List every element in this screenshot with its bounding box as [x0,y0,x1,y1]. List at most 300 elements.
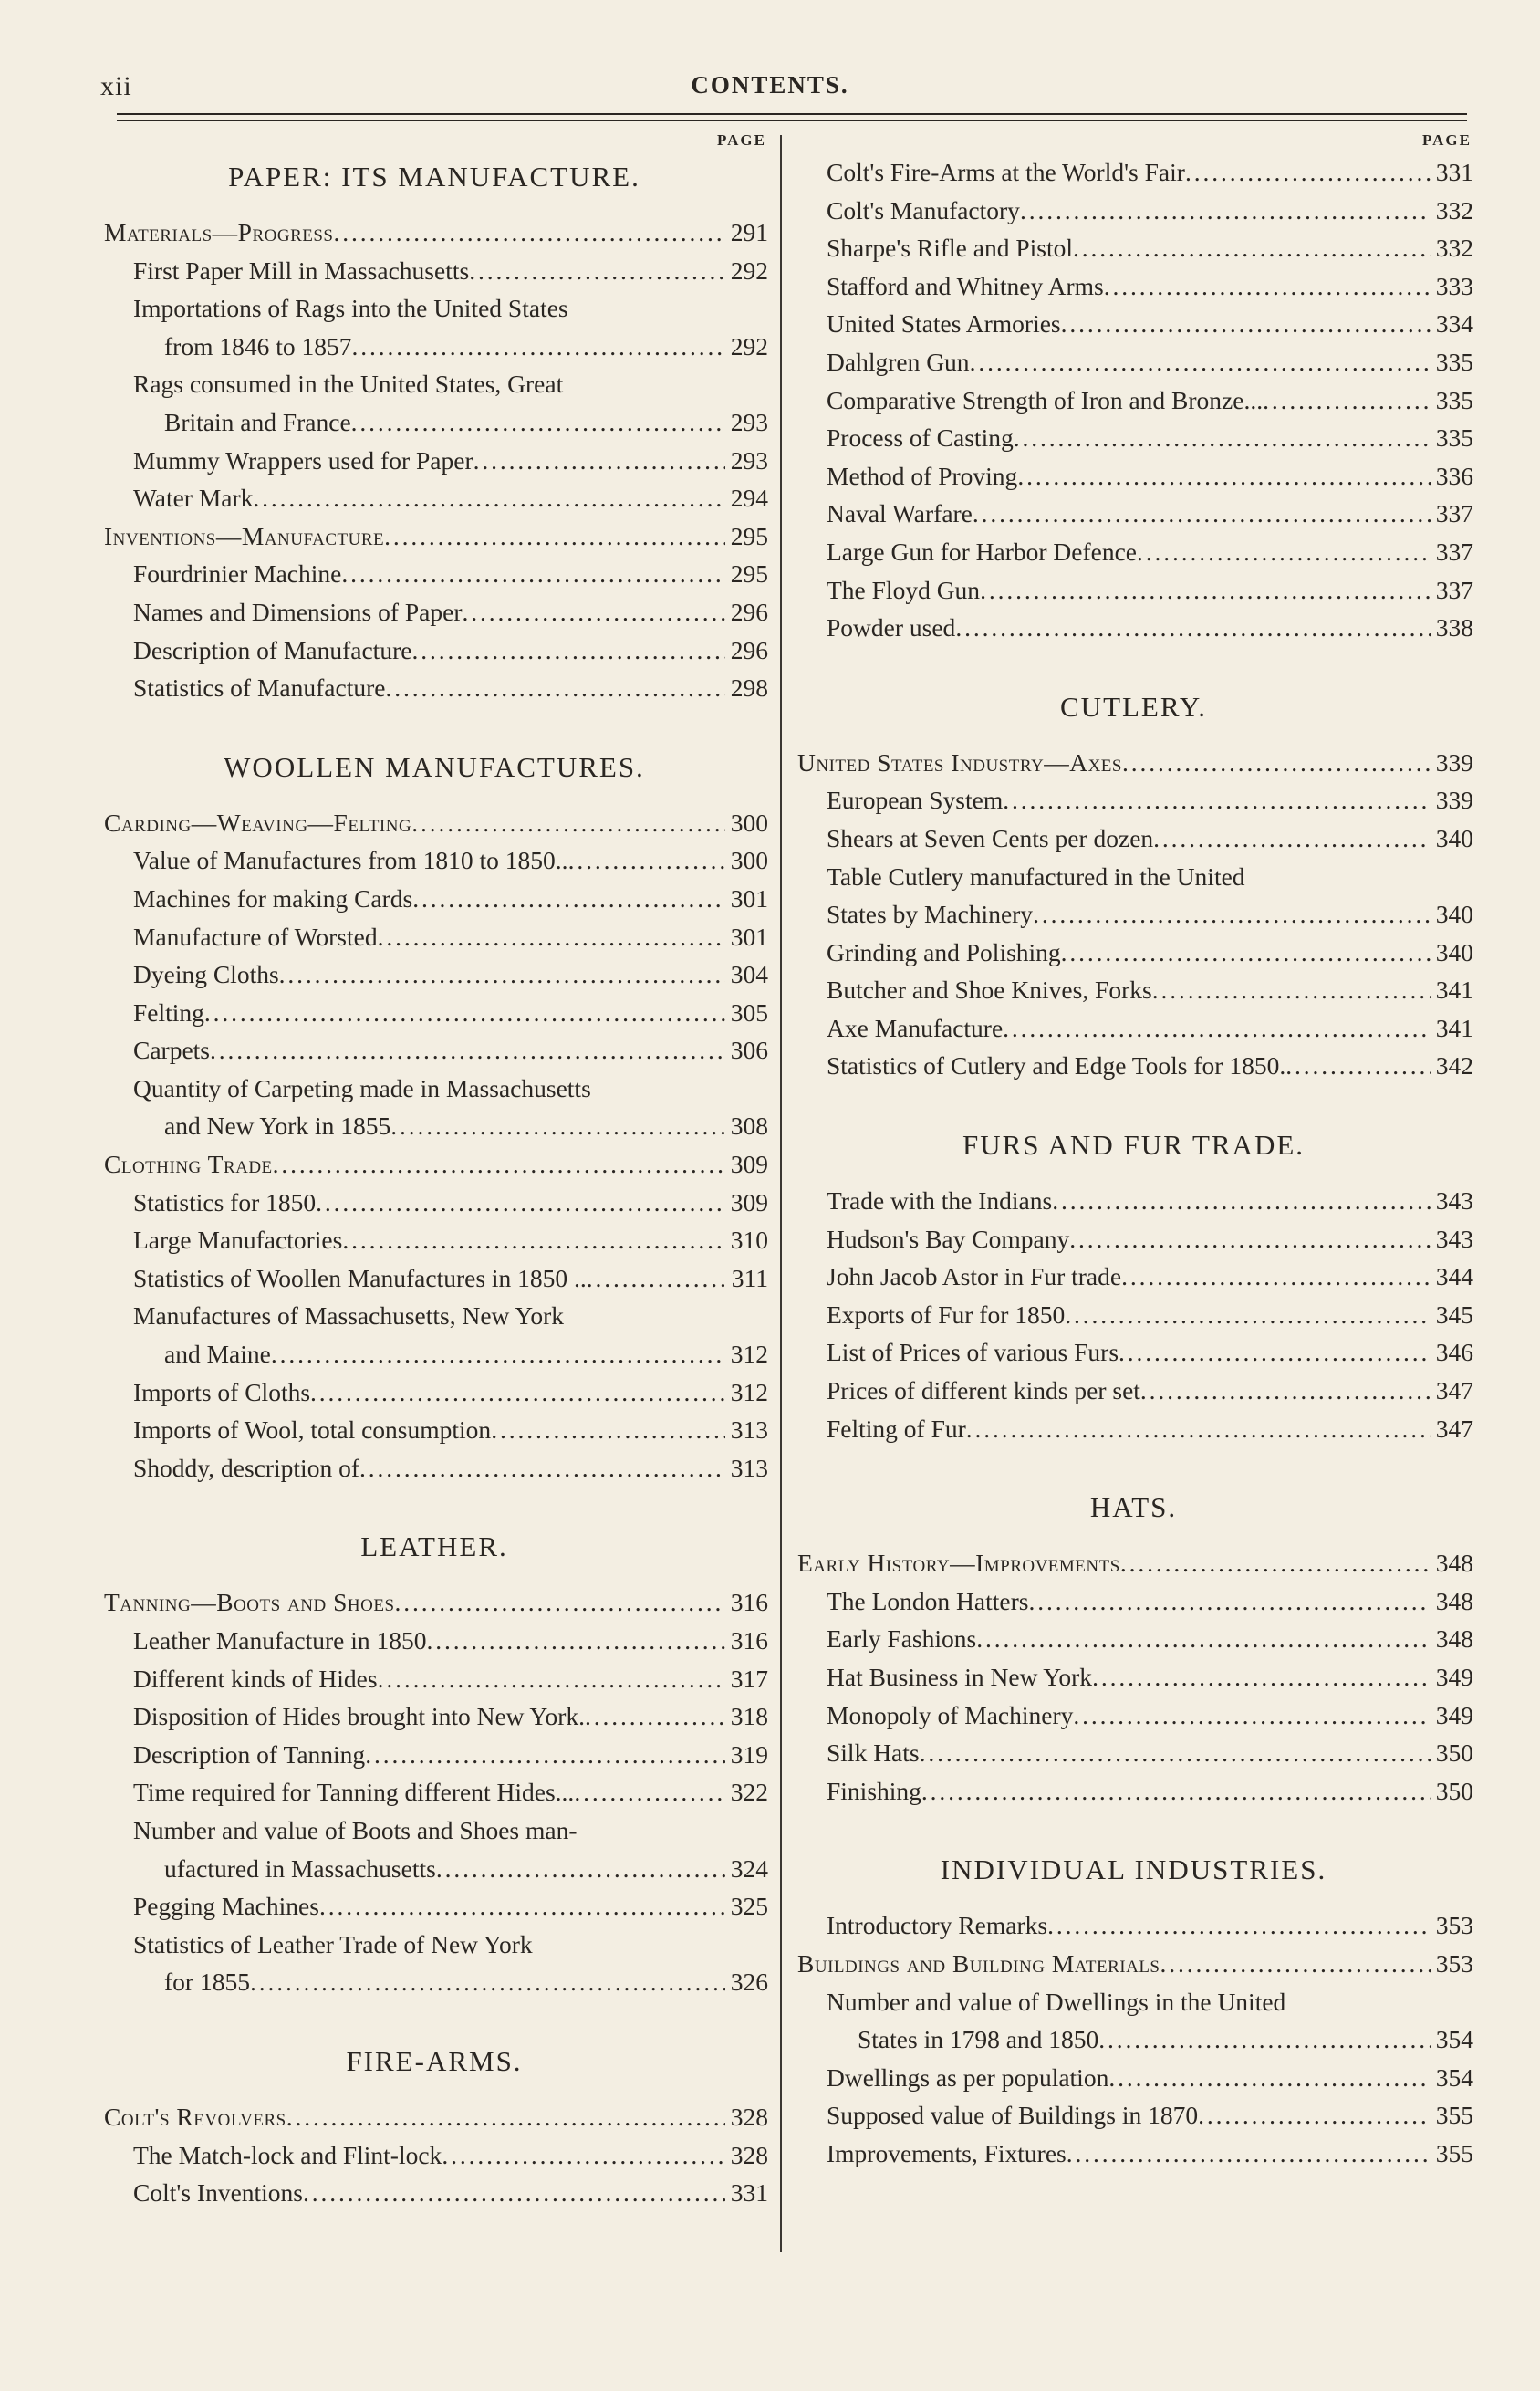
entry-title: Mummy Wrappers used for Paper [133,445,473,475]
dot-leader [250,1963,725,2001]
dot-leader [253,479,724,517]
entry-page-number: 350 [1435,1776,1473,1805]
dot-leader [1120,1544,1431,1582]
toc-entry [794,2020,1473,2059]
section-spacer [794,1531,1473,1544]
entry-page-number: 294 [730,484,768,513]
entry-title: List of Prices of various Furs [827,1338,1119,1367]
dot-leader [1033,895,1431,934]
entry-page-number: 305 [730,997,768,1027]
entry-title: Carpets [133,1036,211,1065]
entry-page-number: 318 [730,1702,768,1731]
toc-entry [100,841,768,880]
toc-entry [100,517,768,556]
toc-entry-continued [794,1983,1473,2021]
entry-title: Exports of Fur for 1850 [827,1300,1066,1329]
entry-title: Names and Dimensions of Paper [133,597,463,626]
toc-entry [794,533,1473,571]
toc-entry [794,1410,1473,1448]
entry-page-number: 333 [1435,271,1473,300]
dot-leader [585,1697,725,1736]
entry-page-number: 348 [1435,1586,1473,1615]
section-spacer [100,2001,768,2038]
toc-entry [100,669,768,707]
entry-title: Buildings and Building Materials [797,1948,1160,1978]
toc-entry [100,1850,768,1888]
toc-entry [100,252,768,290]
entry-title: European System [827,786,1004,815]
toc-entry [794,2135,1473,2173]
entry-page-number: 353 [1435,1911,1473,1940]
entry-title: Hudson's Bay Company [827,1224,1070,1253]
toc-entry [794,1182,1473,1220]
entry-page-number: 345 [1435,1300,1473,1329]
entry-page-number: 309 [730,1150,768,1179]
entry-title: Method of Proving [827,461,1018,490]
toc-entry [794,381,1473,420]
entry-title: ufactured in Massachusetts [164,1853,436,1883]
entry-title: Statistics for 1850 [133,1187,317,1216]
section-spacer [794,1085,1473,1122]
entry-title: Carding—Weaving—Felting [104,808,412,837]
toc-entry [794,1658,1473,1697]
dot-leader [412,880,725,918]
dot-leader [1092,1658,1431,1697]
entry-page-number: 295 [730,559,768,589]
entry-page-number: 341 [1435,976,1473,1005]
entry-page-number: 339 [1435,786,1473,815]
toc-entry [794,1220,1473,1258]
dot-leader [390,1107,724,1145]
dot-leader [286,2098,725,2136]
toc-section [794,153,1473,647]
dot-leader [310,1373,725,1412]
entry-title: United States Industry—Axes [797,747,1122,777]
entry-page-number: 338 [1435,613,1473,642]
toc-entry [100,918,768,956]
toc-entry [794,2059,1473,2097]
dot-leader [271,1335,725,1373]
toc-section [100,707,768,1488]
toc-entry [794,1544,1473,1582]
toc-entry [100,2136,768,2175]
section-title-paper-its-manufacture: PAPER: ITS MANUFACTURE. [228,161,640,193]
dot-leader [1153,820,1431,858]
dot-leader [1122,744,1431,782]
column-divider [780,135,782,2252]
entry-title: Number and value of Dwellings in the United [827,1987,1286,2016]
toc-entry [794,820,1473,858]
entry-title: Grinding and Polishing [827,937,1061,966]
entry-title: Butcher and Shoe Knives, Forks [827,976,1152,1005]
entry-title: Improvements, Fixtures [827,2138,1067,2167]
toc-entry [100,1736,768,1774]
toc-entry [100,479,768,517]
dot-leader [385,669,724,707]
entry-page-number: 340 [1435,823,1473,852]
entry-page-number: 310 [730,1226,768,1255]
dot-leader [319,1887,725,1926]
entry-title: Hat Business in New York [827,1663,1093,1691]
toc-entry [100,214,768,252]
section-spacer [794,1169,1473,1182]
entry-title: Pegging Machines [133,1892,319,1921]
entry-title: Silk Hats [827,1738,920,1768]
dot-leader [980,571,1431,610]
entry-title: Colt's Inventions [133,2178,304,2208]
dot-leader [210,1031,725,1070]
dot-leader [574,1773,724,1812]
entry-page-number: 306 [730,1036,768,1065]
toc-entry [100,1373,768,1412]
toc-entry [100,2098,768,2136]
dot-leader [1152,971,1431,1009]
toc-entry [794,1333,1473,1372]
entry-title: Description of Manufacture [133,635,412,664]
toc-entry [794,1009,1473,1048]
dot-leader [462,593,724,632]
dot-leader [1104,267,1431,306]
dot-leader [1067,2135,1431,2173]
entry-page-number: 311 [731,1263,768,1292]
toc-entry [794,1296,1473,1334]
dot-leader [279,955,725,994]
dot-leader [1073,229,1431,267]
dot-leader [1047,1906,1431,1945]
toc-entry [100,1887,768,1926]
toc-entry [100,1583,768,1622]
toc-entry [794,1906,1473,1945]
entry-page-number: 347 [1435,1414,1473,1443]
dot-leader [1003,781,1431,820]
toc-entry [794,305,1473,343]
entry-title: Materials—Progress [104,218,334,246]
toc-entry [794,1620,1473,1658]
dot-leader [491,1411,725,1449]
section-title-individual-industries: INDIVIDUAL INDUSTRIES. [940,1853,1327,1886]
toc-entry [100,328,768,366]
toc-entry-continued [100,1926,768,1964]
entry-title: Felting [133,997,204,1027]
entry-title: for 1855 [164,1968,250,1997]
dot-leader [378,918,725,956]
entry-title: Statistics of Cutlery and Edge Tools for 1850. [827,1051,1286,1081]
dot-leader [1017,457,1430,496]
entry-page-number: 300 [730,846,768,875]
dot-leader [1020,192,1431,230]
dot-leader [341,555,724,593]
section-title-fire-arms: FIRE-ARMS. [346,2044,523,2077]
entry-title: Monopoly of Machinery [827,1700,1074,1729]
toc-entry [100,955,768,994]
dot-leader [359,1449,725,1488]
entry-title: Shears at Seven Cents per dozen [827,823,1154,852]
dot-leader [204,994,725,1032]
dot-leader [921,1772,1431,1811]
entry-page-number: 293 [730,407,768,436]
dot-leader [587,1259,726,1298]
toc-entry [794,267,1473,306]
entry-page-number: 324 [730,1853,768,1883]
section-spacer [794,1447,1473,1484]
toc-entry [794,609,1473,647]
section-spacer [100,1571,768,1583]
section-spacer [100,707,768,744]
dot-leader [1069,1220,1431,1258]
entry-title: Importations of Rags into the United States [133,294,568,323]
entry-title: Table Cutlery manufactured in the United [827,861,1245,891]
dot-leader [970,343,1431,381]
entry-title: Tanning—Boots and Shoes [104,1588,395,1617]
toc-entry [794,1582,1473,1621]
entry-title: United States Armories [827,309,1061,339]
entry-page-number: 331 [1435,158,1473,186]
dot-leader [1108,2059,1430,2097]
entry-page-number: 346 [1435,1338,1473,1367]
entry-title: Statistics of Woollen Manufactures in 1850 .. [133,1263,587,1292]
entry-page-number: 350 [1435,1738,1473,1768]
dot-leader [351,328,724,366]
dot-leader [973,495,1431,533]
toc-entry [794,457,1473,496]
toc-entry [794,153,1473,192]
entry-title: Imports of Wool, total consumption [133,1415,492,1445]
entry-page-number: 335 [1435,347,1473,376]
toc-entry [794,1258,1473,1296]
entry-page-number: 296 [730,597,768,626]
entry-title: Statistics of Leather Trade of New York [133,1929,533,1958]
entry-title: Shoddy, description of [133,1453,359,1482]
toc-section [794,1085,1473,1447]
entry-page-number: 316 [730,1588,768,1617]
entry-title: Early Fashions [827,1624,977,1654]
dot-leader [426,1622,724,1660]
entry-page-number: 301 [730,883,768,913]
toc-entry [100,555,768,593]
entry-page-number: 343 [1435,1224,1473,1253]
entry-page-number: 325 [730,1892,768,1921]
toc-entry [100,1773,768,1812]
entry-title: Manufacture of Worsted [133,922,378,951]
toc-entry [794,934,1473,972]
entry-title: Colt's Revolvers [104,2102,286,2131]
toc-entry [794,419,1473,457]
entry-page-number: 328 [730,2140,768,2169]
entry-page-number: 308 [730,1112,768,1141]
entry-page-number: 354 [1435,2025,1473,2054]
toc-entry [794,1772,1473,1811]
toc-entry [794,781,1473,820]
entry-page-number: 354 [1435,2062,1473,2092]
entry-page-number: 291 [730,218,768,246]
entry-title: Clothing Trade [104,1150,273,1179]
page-title: CONTENTS. [691,71,849,99]
toc-section [100,153,768,707]
toc-section [794,1447,1473,1810]
entry-title: Stafford and Whitney Arms [827,271,1104,300]
toc-entry-continued [100,1070,768,1108]
section-spacer [794,731,1473,744]
dot-leader [1073,1697,1430,1735]
dot-leader [920,1734,1431,1772]
entry-title: Axe Manufacture [827,1013,1004,1042]
entry-title: Dyeing Cloths [133,960,279,989]
toc-entry [794,343,1473,381]
dot-leader [316,1184,725,1222]
toc-entry-continued [100,289,768,328]
dot-leader [1061,305,1431,343]
entry-title: Prices of different kinds per set [827,1376,1140,1405]
entry-page-number: 301 [730,922,768,951]
toc-entry [100,1963,768,2001]
entry-title: Water Mark [133,484,254,513]
entry-title: Large Gun for Harbor Defence [827,537,1138,566]
toc-entry [100,593,768,632]
entry-page-number: 335 [1435,423,1473,453]
toc-entry [794,1047,1473,1085]
section-spacer [100,201,768,214]
toc-entry [100,1622,768,1660]
dot-leader [436,1850,725,1888]
toc-entry [100,1221,768,1259]
entry-page-number: 337 [1435,499,1473,528]
entry-page-number: 319 [730,1739,768,1769]
toc-entry [100,1259,768,1298]
entry-page-number: 317 [730,1664,768,1693]
toc-entry [100,442,768,480]
entry-title: Manufactures of Massachusetts, New York [133,1301,564,1331]
toc-entry [794,1945,1473,1983]
entry-page-number: 336 [1435,461,1473,490]
entry-page-number: 316 [730,1626,768,1655]
entry-page-number: 332 [1435,195,1473,224]
entry-page-number: 343 [1435,1186,1473,1216]
dot-leader [1052,1182,1431,1220]
section-spacer [794,1894,1473,1906]
header-rule [117,113,1467,121]
entry-title: States in 1798 and 1850 [858,2025,1099,2054]
toc-entry-continued [100,1812,768,1850]
dot-leader [351,403,725,442]
section-spacer [100,2085,768,2098]
entry-title: Different kinds of Hides [133,1664,378,1693]
entry-title: Number and value of Boots and Shoes man- [133,1815,578,1844]
entry-title: Sharpe's Rifle and Pistol [827,234,1074,263]
dot-leader [1185,153,1431,192]
dot-leader [1014,419,1431,457]
dot-leader [1121,1258,1431,1296]
dot-leader [273,1145,725,1184]
page-number: xii [100,71,132,101]
entry-title: Early History—Improvements [797,1549,1120,1578]
entry-title: Quantity of Carpeting made in Massachusetts [133,1073,591,1102]
entry-title: Description of Tanning [133,1739,366,1769]
entry-page-number: 337 [1435,537,1473,566]
dot-leader [976,1620,1431,1658]
entry-page-number: 340 [1435,937,1473,966]
dot-leader [303,2174,725,2212]
entry-title: Trade with the Indians [827,1186,1053,1216]
entry-title: Statistics of Manufacture [133,673,386,703]
entry-title: The Floyd Gun [827,575,981,604]
entry-title: Large Manufactories [133,1226,343,1255]
entry-page-number: 300 [730,808,768,837]
toc-entry [794,1697,1473,1735]
entry-page-number: 312 [730,1377,768,1406]
entry-title: Disposition of Hides brought into New York. [133,1702,586,1731]
running-header [0,64,1540,110]
entry-page-number: 349 [1435,1663,1473,1691]
dot-leader [411,804,725,842]
section-spacer [794,1810,1473,1846]
section-spacer [100,1487,768,1523]
entry-page-number: 347 [1435,1376,1473,1405]
toc-entry [100,403,768,442]
section-spacer [794,647,1473,684]
dot-leader [1137,533,1431,571]
entry-page-number: 309 [730,1187,768,1216]
entry-page-number: 334 [1435,309,1473,339]
toc-entry [100,994,768,1032]
entry-page-number: 335 [1435,385,1473,414]
entry-title: Dwellings as per population [827,2062,1109,2092]
dot-leader [473,442,725,480]
entry-title: Value of Manufactures from 1810 to 1850.. [133,846,568,875]
section-title-leather: LEATHER. [360,1530,508,1563]
toc-entry [100,1031,768,1070]
entry-page-number: 340 [1435,900,1473,929]
dot-leader [955,609,1430,647]
entry-page-number: 292 [730,256,768,285]
dot-leader [1160,1945,1431,1983]
toc-entry [794,971,1473,1009]
dot-leader [442,2136,724,2175]
entry-title: John Jacob Astor in Fur trade [827,1262,1122,1291]
entry-title: First Paper Mill in Massachusetts [133,256,470,285]
dot-leader [1065,1296,1431,1334]
entry-title: Introductory Remarks [827,1911,1048,1940]
toc-entry [794,1372,1473,1410]
entry-title: States by Machinery [827,900,1034,929]
entry-title: Time required for Tanning different Hides... [133,1778,575,1807]
entry-page-number: 339 [1435,747,1473,777]
toc-entry [794,2096,1473,2135]
right-column [794,128,1473,2173]
section-spacer [100,791,768,804]
dot-leader [1028,1582,1430,1621]
toc-entry [794,229,1473,267]
entry-title: and Maine [164,1340,271,1369]
toc-entry [100,632,768,670]
entry-page-number: 326 [730,1968,768,1997]
dot-leader [469,252,725,290]
entry-title: Process of Casting [827,423,1014,453]
entry-page-number: 353 [1435,1948,1473,1978]
dot-leader [1119,1333,1431,1372]
entry-page-number: 304 [730,960,768,989]
entry-page-number: 292 [730,331,768,360]
dot-leader [1061,934,1431,972]
toc-entry [100,1411,768,1449]
toc-entry [100,1184,768,1222]
dot-leader [966,1410,1431,1448]
toc-entry-continued [100,1297,768,1335]
toc-entry [794,895,1473,934]
entry-page-number: 348 [1435,1549,1473,1578]
entry-title: Britain and France [164,407,351,436]
toc-entry-continued [794,858,1473,896]
toc-entry-continued [100,365,768,403]
